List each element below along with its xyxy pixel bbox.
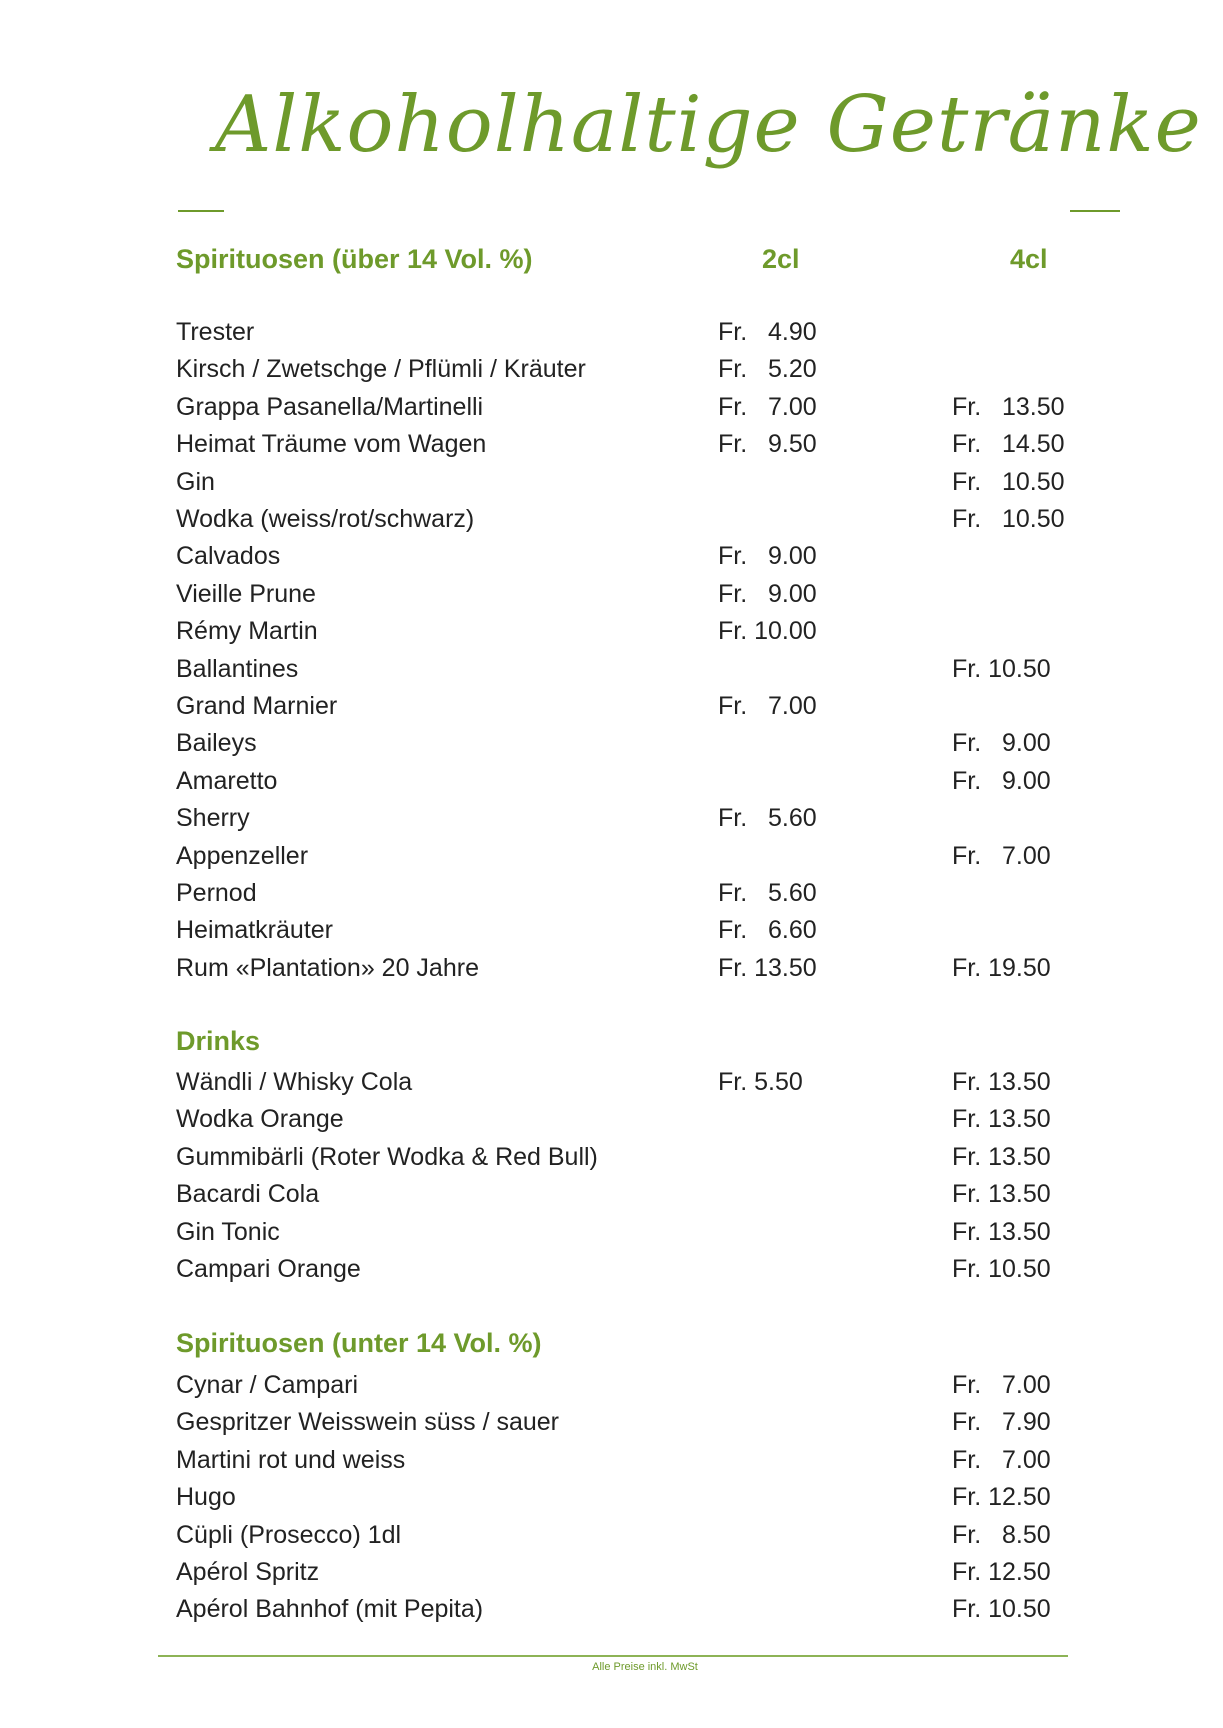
list-item: [0, 804, 1223, 841]
price-4cl: Fr. 13.50: [952, 1142, 1051, 1171]
price-4cl: Fr. 7.00: [952, 1371, 1051, 1399]
list-item: [0, 1105, 1223, 1142]
price-2cl: Fr. 5.60: [718, 804, 817, 833]
price-4cl: Fr. 13.50: [952, 392, 1065, 421]
title-rule-right: [1070, 210, 1120, 212]
price-4cl: Fr. 10.50: [952, 654, 1051, 683]
item-name: Grappa Pasanella/Martinelli: [176, 392, 484, 421]
price-2cl: Fr. 6.60: [718, 916, 817, 945]
column-header-2cl: 2cl: [762, 244, 800, 274]
item-name: Appenzeller: [176, 841, 309, 870]
price-4cl: Fr. 10.50: [952, 467, 1065, 496]
footer-note: Alle Preise inkl. MwSt: [592, 1661, 698, 1673]
price-2cl: Fr. 9.00: [718, 542, 817, 571]
item-name: Heimat Träume vom Wagen: [176, 430, 487, 459]
list-item: [0, 692, 1223, 729]
list-item: [0, 1218, 1223, 1255]
price-2cl: Fr. 5.50: [718, 1068, 803, 1096]
price-4cl: Fr. 19.50: [952, 953, 1051, 982]
price-4cl: Fr. 13.50: [952, 1217, 1051, 1246]
list-item: [0, 1143, 1223, 1180]
price-2cl: Fr. 9.50: [718, 430, 817, 459]
column-header-4cl: 4cl: [1010, 244, 1048, 274]
price-2cl: Fr. 5.20: [718, 355, 817, 384]
list-item: [0, 580, 1223, 617]
item-name: Cynar / Campari: [176, 1371, 358, 1399]
item-name: Vieille Prune: [176, 579, 316, 608]
price-2cl: Fr. 9.00: [718, 579, 817, 608]
price-2cl: Fr. 13.50: [718, 953, 817, 982]
price-2cl: Fr. 7.00: [718, 392, 817, 421]
list-item: [0, 954, 1223, 991]
section-heading-drinks: Drinks: [176, 1026, 261, 1056]
list-item: [0, 767, 1223, 804]
list-item: [0, 1446, 1223, 1483]
price-4cl: Fr. 12.50: [952, 1558, 1051, 1586]
list-item: [0, 1483, 1223, 1520]
item-name: Calvados: [176, 542, 281, 571]
item-name: Wodka (weiss/rot/schwarz): [176, 505, 475, 533]
list-item: [0, 1371, 1223, 1408]
item-name: Hugo: [176, 1483, 236, 1512]
item-name: Ballantines: [176, 654, 299, 683]
item-name: Wändli / Whisky Cola: [176, 1068, 413, 1096]
list-item: [0, 729, 1223, 766]
price-2cl: Fr. 7.00: [718, 692, 817, 720]
list-item: [0, 1255, 1223, 1292]
price-4cl: Fr. 14.50: [952, 430, 1065, 459]
list-item: [0, 617, 1223, 654]
list-item: [0, 355, 1223, 392]
list-item: [0, 879, 1223, 916]
section-heading-spirits-high: Spirituosen (über 14 Vol. %): [176, 244, 533, 274]
item-name: Sherry: [176, 804, 250, 833]
item-name: Apérol Bahnhof (mit Pepita): [176, 1595, 484, 1624]
item-name: Cüpli (Prosecco) 1dl: [176, 1520, 402, 1549]
list-item: [0, 468, 1223, 505]
price-4cl: Fr. 7.90: [952, 1408, 1051, 1437]
list-item: [0, 430, 1223, 467]
price-4cl: Fr. 10.50: [952, 1255, 1051, 1283]
item-name: Trester: [176, 318, 255, 346]
title-text: Alkoholhaltige Getränke: [215, 80, 1202, 170]
item-name: Gespritzer Weisswein süss / sauer: [176, 1408, 559, 1437]
item-name: Martini rot und weiss: [176, 1445, 406, 1474]
list-item: [0, 542, 1223, 579]
list-item: [0, 1068, 1223, 1105]
list-item: [0, 842, 1223, 879]
item-name: Heimatkräuter: [176, 916, 333, 945]
price-4cl: Fr. 7.00: [952, 1445, 1051, 1474]
page-title: [0, 70, 1223, 200]
item-name: Bacardi Cola: [176, 1180, 320, 1209]
item-name: Wodka Orange: [176, 1105, 344, 1134]
list-item: [0, 318, 1223, 355]
price-4cl: Fr. 8.50: [952, 1520, 1051, 1549]
list-item: [0, 916, 1223, 953]
price-4cl: Fr. 7.00: [952, 841, 1051, 870]
list-item: [0, 1180, 1223, 1217]
item-name: Amaretto: [176, 766, 278, 795]
list-item: [0, 393, 1223, 430]
price-4cl: Fr. 10.50: [952, 1595, 1051, 1624]
list-item: [0, 655, 1223, 692]
item-name: Gin: [176, 467, 215, 496]
price-4cl: Fr. 9.00: [952, 729, 1051, 758]
item-name: Kirsch / Zwetschge / Pflümli / Kräuter: [176, 355, 586, 384]
price-4cl: Fr. 9.00: [952, 766, 1051, 795]
price-2cl: Fr. 5.60: [718, 879, 817, 907]
item-name: Gummibärli (Roter Wodka & Red Bull): [176, 1142, 598, 1171]
item-name: Gin Tonic: [176, 1217, 280, 1246]
price-2cl: Fr. 10.00: [718, 617, 817, 646]
price-4cl: Fr. 13.50: [952, 1105, 1051, 1134]
list-item: [0, 505, 1223, 542]
price-4cl: Fr. 13.50: [952, 1180, 1051, 1209]
section-heading-spirits-low: Spirituosen (unter 14 Vol. %): [176, 1328, 542, 1358]
item-name: Rum «Plantation» 20 Jahre: [176, 953, 479, 982]
item-name: Pernod: [176, 879, 257, 907]
list-item: [0, 1521, 1223, 1558]
list-item: [0, 1595, 1223, 1632]
list-item: [0, 1408, 1223, 1445]
price-4cl: Fr. 13.50: [952, 1068, 1051, 1096]
price-4cl: Fr. 12.50: [952, 1483, 1051, 1512]
item-name: Campari Orange: [176, 1255, 361, 1283]
title-rule-left: [178, 210, 224, 212]
footer-rule: [158, 1655, 1068, 1657]
item-name: Baileys: [176, 729, 257, 758]
price-2cl: Fr. 4.90: [718, 318, 817, 346]
item-name: Grand Marnier: [176, 692, 338, 720]
item-name: Rémy Martin: [176, 617, 318, 646]
list-item: [0, 1558, 1223, 1595]
item-name: Apérol Spritz: [176, 1558, 320, 1586]
price-4cl: Fr. 10.50: [952, 505, 1065, 533]
